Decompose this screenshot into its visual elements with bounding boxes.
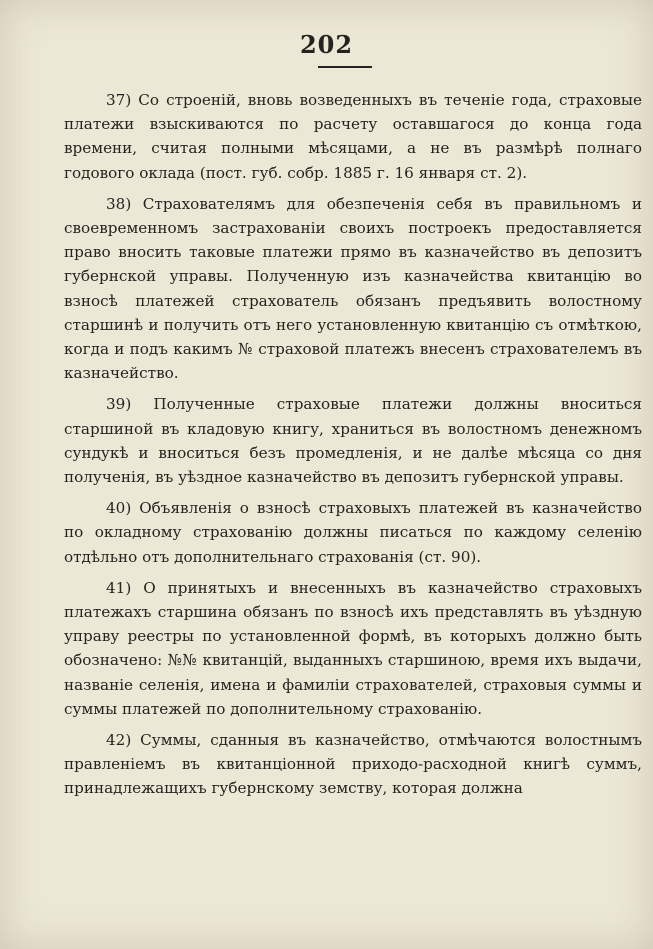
page-number: 202 [299,30,354,59]
paragraph-41: 41) О принятыхъ и внесенныхъ въ казначейство страховыхъ платежахъ старшина обязанъ по взносѣ ихъ представлять въ уѣздную управу реестры по установленной формѣ, въ которыхъ должно быть обозначено: №№ квитанцій, выданныхъ старшиною, время ихъ выдачи, названіе селенія, имена и фамиліи страхователей, страховыя суммы и суммы платежей по дополнительному страхованію. [64,578,642,718]
paragraph-38: 38) Страхователямъ для обезпеченія себя въ правильномъ и своевременномъ застрахованіи своихъ построекъ предоставляется право вносить таковые платежи прямо въ казначейство въ депозитъ губернской управы. Полученную изъ казначейства квитанцію во взносѣ платежей страхователь обязанъ предъявить волостному старшинѣ и получить отъ него установленную квитанцію съ отмѣткою, когда и подъ какимъ № страховой платежъ внесенъ страхователемъ въ казначейство. [64,194,642,383]
paragraph-42: 42) Суммы, сданныя въ казначейство, отмѣчаются волостнымъ правленіемъ въ квитанціонной приходо-расходной книгѣ суммъ, принадлежащихъ губернскому земству, которая должна [64,731,642,798]
page-number-underline [318,66,372,68]
body-text [64,88,642,801]
paragraph-37: 37) Со строеній, вновь возведенныхъ въ теченіе года, страховые платежи взыскиваются по расчету оставшагося до конца года времени, считая полными мѣсяцами, а не въ размѣрѣ полнаго годового оклада (пост. губ. собр. 1885 г. 16 января ст. 2). [64,91,642,182]
paragraph-40: 40) Объявленія о взносѣ страховыхъ платежей въ казначейство по окладному страхованію должны писаться по каждому селенію отдѣльно отъ дополнительнаго страхованія (ст. 90). [64,499,642,566]
paragraph-39: 39) Полученные страховые платежи должны вноситься старшиной въ кладовую книгу, храниться въ волостномъ денежномъ сундукѣ и вноситься безъ промедленія, и не далѣе мѣсяца со дня полученія, въ уѣздное казначейство въ депозитъ губернской управы. [64,395,642,487]
